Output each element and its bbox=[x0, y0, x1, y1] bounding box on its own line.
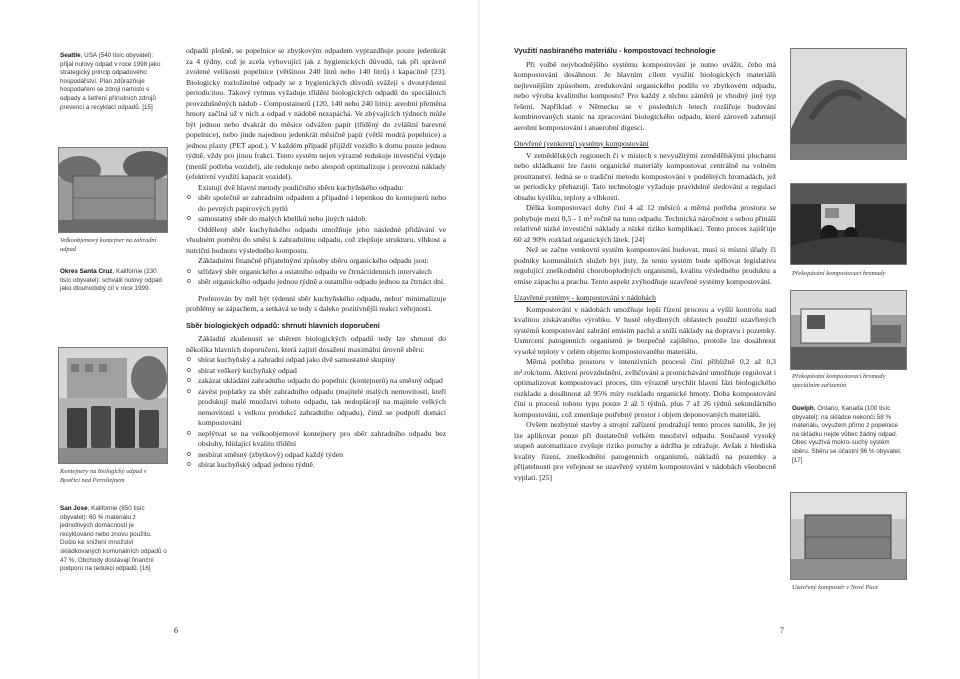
paragraph: Základními finančně přijatelnými způsoby sběru organického odpadu jsou: bbox=[198, 256, 429, 265]
list-item: o neplýtvat se na velkoobjemové kontejnery pro sběr zahradního odpadu bez obsluhy, hlídající kvalitu třídění bbox=[198, 429, 446, 450]
photo-closed-composter-image bbox=[791, 493, 906, 579]
collection-methods-list bbox=[186, 193, 446, 225]
san-jose-text: , Kalifornie (850 tisíc obyvatel): 60 % materiálu z jednotlivých domácností je recyklováno nebo znovu použito. Došlo ke snížení množství skládkovaných komunálních odpadů o 47 %. Obchody dostávají finanční podporu na redukci odpadů. [16] bbox=[60, 505, 167, 573]
list-item: o zavést poplatky za sběr zahradního odpadu (majitelé malých nemovitostí, kteří produkují malé množství tohoto odpadu, tak nedoplácejí na majitele velkých nemovitostí s velkou produkcí zahradního odpadu), čímž se podpoří domácí kompostování bbox=[198, 387, 446, 429]
list-item: o samostatný sběr do malých kbelíků nebo jiných nádob. bbox=[198, 214, 446, 225]
collection-options-list bbox=[186, 267, 446, 288]
photo-compost-turning bbox=[790, 183, 907, 265]
sidebar-san-jose-note bbox=[60, 505, 168, 574]
santa-cruz-text: , Kalifornie (230 tisíc obyvatel): schválil nulový odpad jako dlouhodobý cíl v roce 1999. bbox=[60, 268, 162, 293]
paragraph: V zemědělských regionech či v místech s nevyužitými zemědělskými plochami nebo skládkami lze často organické materiály kompostovat centrálně na volném prostranství. Jedná se o tradiční metodu kompostování v podélných hromadách, jež se periodicky přehazují. Tato technologie vyžaduje pravidelné sledování a regulaci obsahu kyslíku, teploty a vlhkosti. bbox=[514, 150, 776, 202]
caption-special-turner: Překopávání kompostovací hromady speciálním zařízením bbox=[792, 373, 886, 389]
list-item: o sbírat kuchyňský odpad jednou týdně. bbox=[198, 460, 446, 471]
sidebar-guelph-note bbox=[792, 405, 904, 465]
city-san-jose: San Jose bbox=[60, 505, 88, 512]
city-guelph: Guelph bbox=[792, 405, 814, 412]
paragraph: Existují dvě hlavní metody pouličního sběru kuchyňského odpadu: bbox=[198, 182, 404, 192]
paragraph: Preferován by měl být týdenní sběr kuchyňského odpadu, neboť minimalizuje problémy se zápachem, a setkává se tedy s daleko pozitivnější reakcí veřejnosti. bbox=[186, 293, 446, 313]
paragraph: Ovšem nezbytné stavby a strojní zařízení prodražují tento proces natolik, že jej lze aplikovat pouze při dostatečně velkém množství odpadu. Současně vysoký stupeň automatizace zvyšuje riziko poruchy a údržba je zdražuje. Avšak z hlediska kvality řízení, zneškodnění patogenních organismů, nákladů na pozemky a přijatelnosti pro veřejnost se uzavřený systém kompostování v nádobách všeobecně vyplatí. [25] bbox=[514, 420, 776, 482]
caption-bio-containers: Kontejnery na biologický odpad v Bystřici nad Pernštejnem bbox=[60, 468, 147, 484]
photo-compost-pile bbox=[790, 48, 907, 160]
seattle-text: , USA (540 tisíc obyvatel): přijal nulový odpad v roce 1998 jako strategický princip odpadového hospodářství. Plán zdůrazňuje hospodaření se zdroji namísto s odpady a šetření přírodních zdrojů prevencí a recyklací odpadů. [15] bbox=[60, 52, 161, 111]
photo-special-turner bbox=[790, 290, 907, 370]
paragraph: Při volbě nejvhodnějšího systému kompostování je nutno uvážit, čeho má kompostování dosáhnout. Je hlavním cílem využití biologických materiálů nejlevnějším způsobem, zredukování organického podílu ve zbytkovém odpadu, nebo výroba kvalitního kompostu? Pro každý z těchto záměrů je vhodný jiný typ řešení. Například v Německu se v posledních letech rozšiřuje budování kombinovaných stanic na zpracování biologického odpadu, které zároveň zahrnují aerobní kompostování i anaerobní digesci. bbox=[514, 59, 776, 132]
left-main-column bbox=[186, 46, 446, 471]
list-item: o sběr společně se zahradním odpadem a připadně i lepenkou do kontejnerů nebo do pevných papírových pytlů bbox=[198, 193, 446, 214]
paragraph: Základní zkušenosti se sběrem biologických odpadů tedy lze shrnout do několika hlavních doporučení, která zajistí dosažení maximální úrovně sběru: bbox=[186, 334, 446, 354]
photo-garden-container-image bbox=[59, 148, 167, 232]
paragraph: odpadů plošně, se popelnice se zbytkovým odpadem vyprazdňuje pouze jedenkrát za 4 týdny, což je zcela vyhovující jak z hygienických důvodů, tak při správně zvolené velikosti popelnice (většinou 240 litrů nebo 140 litrů) i kapacitně [23]. Biologicky rozložitelné odpady se z hygienických důvodů svážejí s dvoutýdenní periodicitou. Takový rytmus vyžaduje třídění biologických odpadů do speciálních provzdušněných nádob - Compostainerů (120, 140 nebo 240 litrů): areobní přeměna hmoty začíná už v nich a odpad v nádobě nezapáchá. Ve zbývajících týdnech může být jednou nebo dvakrát do měsíce odvážen papír (tříděný do zvláštní barevné popelnice), nebo jinde najednou jedenkrát měsíčně papír (větší modrá popelnice) a jednou plasty (PET apod.). V každém případě přijíždí vozidlo k domu pouze jednou týdně, vždy pro jinou frakci. Tento systém nejen výrazně redukuje investiční výdaje (menší potřeba vozidel), ale redukuje nebo alespoň optimalizuje i provozní náklady (efektivní využití kapacit vozidel). bbox=[186, 46, 446, 181]
caption-compost-turning: Překopávání kompostovací hromady bbox=[792, 270, 886, 277]
sidebar-seattle-note bbox=[60, 52, 168, 112]
caption-garden-container: Velkoobjemový kontejner na zahradní odpad bbox=[60, 237, 157, 253]
page-number: 6 bbox=[174, 626, 178, 635]
list-item: o sbírat veškerý kuchyňský odpad bbox=[198, 366, 446, 377]
guelph-text: , Ontario, Kanada (100 tisíc obyvatel): na skládce nekončí 58 % materiálu, ovyužem přímo z popelnice na skládku nejde vůbec žádný odpad. Obec využívá mokro-suchý systém sběru. Sběru se účastní 96 % obyvatel. [17] bbox=[792, 405, 902, 464]
paragraph: Kompostování v nádobách umožňuje lepší řízení procesu a vyšší kontrolu nad kvalitou získávaného výrobku. V hustě obydlených oblastech použití uzavřených systémů kompostování zabrání emisím pachů a sníží náklady na dopravu i pozemky. Usmrcení patogenních organismů je bezpečně zajištěno, protože lze dosáhnout vysoké teploty v celém objemu kompostovaného materiálu. bbox=[514, 304, 776, 356]
section-heading: Využití nasbíraného materiálu - kompostovací technologie bbox=[514, 46, 716, 55]
paragraph: Měrná potřeba prostoru v intenzivních procesů činí přibližně 0,2 až 0,3 m².rok/tunu. Aktivní provzdušnění, zvlhčování a promíchávání umožňuje regulovat i optimalizovat kompostovací proces, tím výrazně urychlit hlavní fázi biologického rozkladu a dosáhnout až 95% míry rozkladu organické hmoty. Doba kompostování činí u procesů tohoto typu pouze 2 až 5 týdnů, plus 7 až 26 týdnů sekundárního kompostování, což zmenšuje potřebný prostor i objem deponovaných materiálů. bbox=[514, 357, 776, 419]
right-main-column bbox=[514, 46, 776, 483]
list-item: o zakázat ukládání zahradního odpadu do popelnic (kontejnerů) na směsný odpad bbox=[198, 376, 446, 387]
photo-garden-container bbox=[58, 147, 168, 233]
page-number: 7 bbox=[780, 626, 784, 635]
right-page bbox=[480, 0, 960, 679]
paragraph: Než se začne venkovní systém kompostování budovat, musí si místní úřady či podniky komunálních služeb být jisty, že tento systém bude splňovat legislativu regulující zneškodnění choroboplodných organismů, kvalitu výsledného produktu a emise zápachu a prachu. Tento aspekt zvýhodňuje uzavřené systémy kompostování. bbox=[514, 245, 776, 286]
photo-closed-composter bbox=[790, 492, 907, 580]
list-item: o sbírat kuchyňský a zahradní odpad jako dvě samostatné skupiny bbox=[198, 355, 446, 366]
subsection-heading: Uzavřené systémy - kompostování v nádobách bbox=[514, 293, 656, 302]
list-item: o střídavý sběr organického a ostatního odpadu ve čtrnáctidenních intervalech bbox=[198, 267, 446, 278]
sidebar-santa-cruz-note bbox=[60, 268, 168, 294]
subsection-heading: Otevřené (venkovní) systémy kompostování bbox=[514, 139, 649, 148]
section-heading: Sběr biologických odpadů: shrnutí hlavních doporučení bbox=[186, 320, 380, 330]
recommendations-list bbox=[186, 355, 446, 471]
list-item: o sběr organického odpadu jednou týdně a ostatního odpadu jednou za čtrnáct dní. bbox=[198, 277, 446, 288]
photo-bio-containers bbox=[58, 347, 168, 464]
city-santa-cruz: Okres Santa Cruz bbox=[60, 268, 113, 275]
photo-compost-turning-image bbox=[791, 184, 906, 264]
paragraph: Délka kompostovací doby činí 4 až 12 měsíců a měrná potřeba prostoru se pohybuje mezi 0,5 - 1 m² ročně na tunu odpadu. Technická náročnost s sebou přináší relativně nízké investiční náklady a nízké riziko komplikací. Tento proces zajišťuje 60 až 90% rozklad organických látek. [24] bbox=[514, 203, 776, 244]
paragraph: Oddělený sběr kuchyňského odpadu umožňuje jeho následné přidávání ve vhodném poměru do směsi k zahradnímu odpadu, což zlepšuje strukturu, vlhkost a nutriční hodnotu výsledného kompostu. bbox=[186, 224, 446, 255]
caption-closed-composter: Uzavřený kompostér v Nové Pace bbox=[792, 584, 879, 591]
photo-special-turner-image bbox=[791, 291, 906, 369]
city-seattle: Seattle bbox=[60, 52, 81, 59]
list-item: o nesbírat směsný (zbytkový) odpad každý týden bbox=[198, 450, 446, 461]
photo-compost-pile-image bbox=[791, 49, 906, 159]
photo-bio-containers-image bbox=[59, 348, 167, 463]
